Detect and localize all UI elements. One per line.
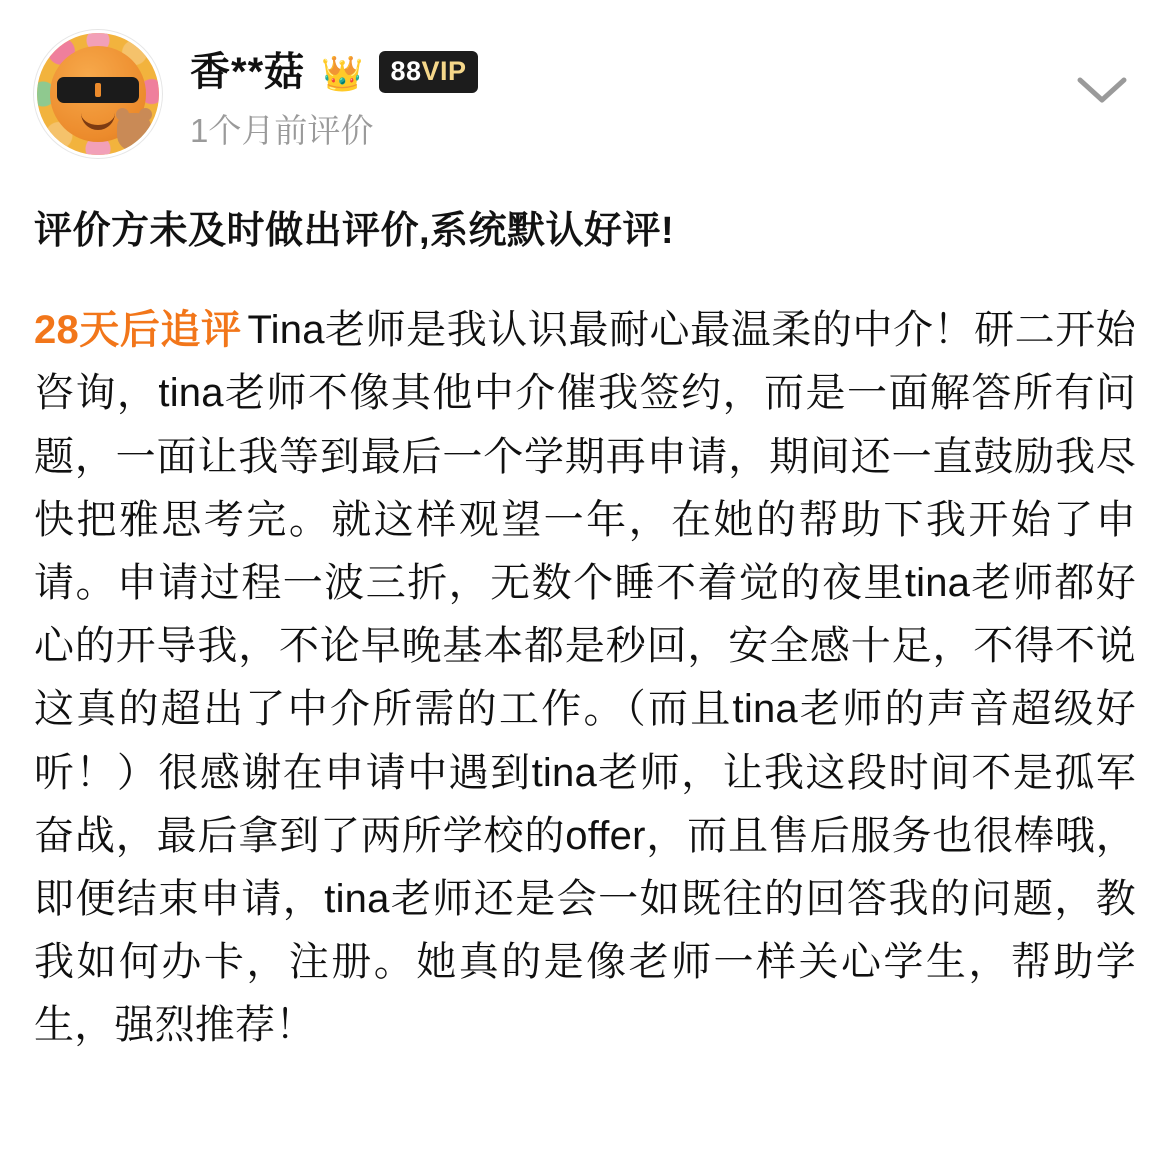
append-review-tag: 28天后追评 (34, 308, 242, 353)
avatar-bear-icon (117, 113, 151, 151)
vip-badge-number: 88 (390, 56, 422, 86)
vip-badge[interactable] (379, 51, 477, 93)
username[interactable]: 香**菇 (190, 50, 306, 94)
review-timestamp: 1个月前评价 (190, 112, 374, 149)
append-review-block (34, 299, 1136, 1057)
crown-icon: 👑 (321, 55, 364, 93)
review-header (34, 30, 1136, 170)
vip-badge-label: VIP (421, 56, 467, 86)
append-review-text: Tina老师是我认识最耐心最温柔的中介！研二开始咨询，tina老师不像其他中介催我签约，而是一面解答所有问题，一面让我等到最后一个学期再申请，期间还一直鼓励我尽快把雅思考完。就这样观望一年，在她的帮助下我开始了申请。申请过程一波三折，无数个睡不着觉的夜里tina老师都好心的开导我，不论早晚基本都是秒回，安全感十足，不得不说这真的超出了中介所需的工作。（而且tina老师的声音超级好听！）很感谢在申请中遇到tina老师，让我这段时间不是孤军奋战，最后拿到了两所学校的offer，而且售后服务也很棒哦，即便结束申请，tina老师还是会一如既往的回答我的问题，教我如何办卡，注册。她真的是像老师一样关心学生，帮助学生，强烈推荐！ (34, 308, 1136, 1048)
username-row (190, 46, 478, 98)
avatar-sunglasses-icon (57, 77, 139, 103)
chevron-down-icon (1076, 74, 1128, 106)
initial-comment-text: 评价方未及时做出评价,系统默认好评! (34, 210, 675, 252)
header-text-group (190, 30, 478, 147)
avatar[interactable] (34, 30, 162, 158)
collapse-button[interactable] (1072, 60, 1132, 120)
